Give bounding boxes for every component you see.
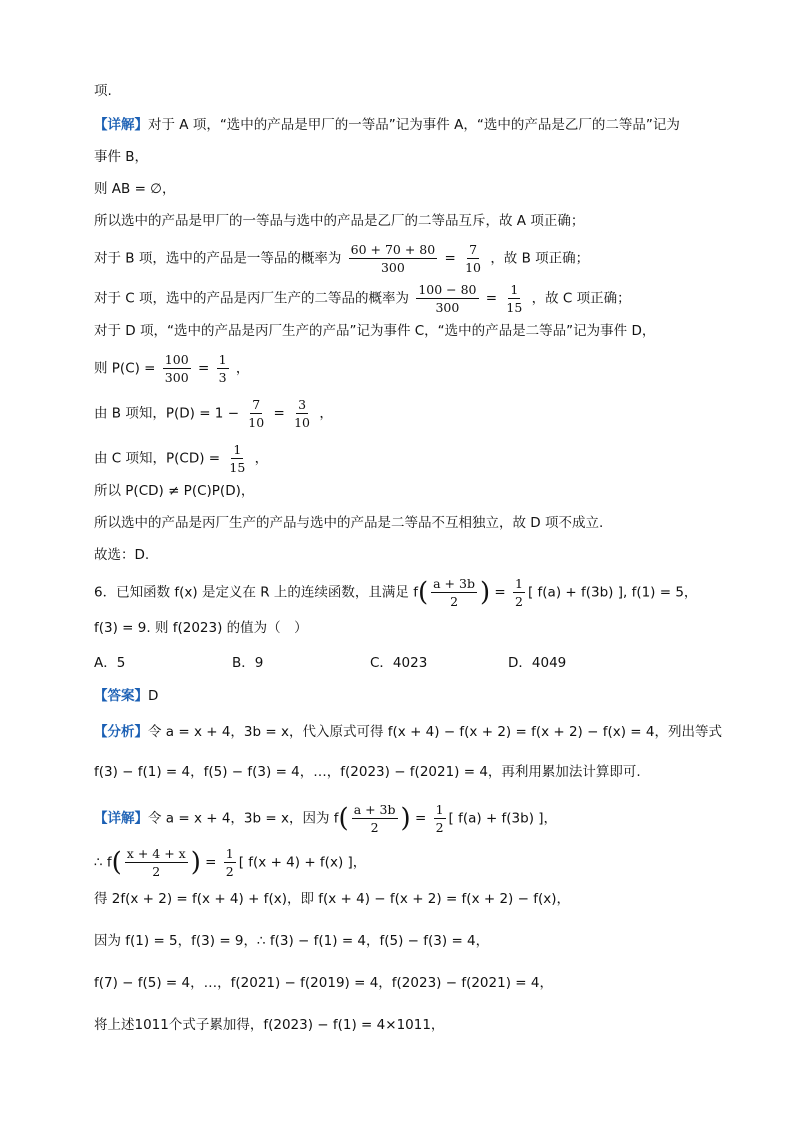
paren-open: ( <box>338 803 349 834</box>
fraction-numerator: 100 − 80 <box>418 282 477 297</box>
analysis-line <box>94 723 722 741</box>
fraction-denominator: 300 <box>380 260 405 275</box>
detail-text: ∴ f <box>94 854 112 871</box>
paren-open: ( <box>111 847 122 878</box>
fraction-denominator: 10 <box>248 415 265 430</box>
detail-line: f(7) − f(5) = 4，…，f(2021) − f(2019) = 4，f(2023) − f(2021) = 4， <box>94 975 553 991</box>
question-text: 6．已知函数 f(x) 是定义在 R 上的连续函数，且满足 f <box>94 584 418 601</box>
paren-close: ) <box>190 847 201 878</box>
formula-text: 对于 B 项，选中的产品是一等品的概率为 <box>94 250 342 267</box>
formula-line <box>94 442 268 475</box>
fraction-numerator: 7 <box>252 397 261 412</box>
formula-text: 由 B 项知，P(D) = 1 − <box>94 405 239 422</box>
fraction <box>227 442 247 475</box>
equals-sign: = <box>273 405 285 422</box>
option-d: D．4049 <box>508 655 567 671</box>
text-line: 事件 B， <box>94 149 149 165</box>
fraction-numerator: 1 <box>510 282 519 297</box>
fraction-denominator: 10 <box>294 415 311 430</box>
equals-sign: = <box>205 854 217 871</box>
paren-open: ( <box>417 577 429 608</box>
fraction-denominator: 2 <box>515 594 523 609</box>
paren-close: ) <box>479 577 491 608</box>
fraction <box>246 397 266 430</box>
fraction-numerator: 3 <box>298 397 307 412</box>
fraction-numerator: 1 <box>435 802 444 817</box>
fraction <box>125 846 188 879</box>
fraction <box>217 352 229 385</box>
formula-text: ，故 C 项正确； <box>531 290 631 307</box>
formula-line <box>94 242 589 275</box>
fraction-numerator: 60 + 70 + 80 <box>350 242 436 257</box>
fraction-denominator: 2 <box>152 864 161 879</box>
equals-sign: = <box>494 584 506 601</box>
text-line: 所以 P(CD) ≠ P(C)P(D)， <box>94 483 255 499</box>
detail-line <box>94 846 366 879</box>
fraction-numerator: 1 <box>218 352 227 367</box>
detail-text: [ f(a) + f(3b) ]， <box>448 810 558 827</box>
fraction <box>463 242 483 275</box>
text-line: 项. <box>94 83 112 99</box>
formula-line <box>94 282 631 315</box>
fraction <box>352 802 398 835</box>
paren-close: ) <box>400 803 411 834</box>
fraction-numerator: 7 <box>469 242 478 257</box>
detail-text: 对于 A 项，“选中的产品是甲厂的一等品”记为事件 A，“选中的产品是乙厂的二等品”记为 <box>148 117 680 133</box>
fraction-numerator: 1 <box>233 442 242 457</box>
equals-sign: = <box>444 250 456 267</box>
fraction <box>513 576 525 609</box>
text-line <box>94 116 680 134</box>
analysis-text: 令 a = x + 4，3b = x，代入原式可得 f(x + 4) − f(x + 2) = f(x + 2) − f(x) = 4，列出等式 <box>148 724 722 740</box>
fraction-denominator: 2 <box>370 820 379 835</box>
formula-text: ， <box>235 360 250 377</box>
fraction <box>349 242 438 275</box>
detail-tag: 【详解】 <box>94 810 148 827</box>
fraction <box>431 576 477 609</box>
formula-text: 由 C 项知，P(CD) = <box>94 450 221 467</box>
fraction-numerator: a + 3b <box>433 576 475 591</box>
fraction-denominator: 2 <box>225 864 234 879</box>
fraction-numerator: 1 <box>515 576 523 591</box>
formula-line <box>94 352 249 385</box>
fraction <box>163 352 191 385</box>
text-line: 所以选中的产品是丙厂生产的产品与选中的产品是二等品不互相独立，故 D 项不成立. <box>94 515 604 531</box>
fraction-numerator: 1 <box>225 846 234 861</box>
fraction-denominator: 15 <box>229 460 246 475</box>
fraction-denominator: 3 <box>218 370 227 385</box>
fraction-numerator: a + 3b <box>353 802 396 817</box>
formula-text: 则 P(C) = <box>94 360 156 377</box>
detail-line: 得 2f(x + 2) = f(x + 4) + f(x)，即 f(x + 4) − f(x + 2) = f(x + 2) − f(x)， <box>94 891 570 907</box>
detail-line <box>94 802 557 835</box>
fraction-denominator: 15 <box>506 300 523 315</box>
detail-line: 将上述1011个式子累加得，f(2023) − f(1) = 4×1011， <box>94 1017 445 1033</box>
fraction-denominator: 10 <box>465 260 482 275</box>
fraction <box>224 846 236 879</box>
fraction-numerator: 100 <box>164 352 189 367</box>
fraction <box>416 282 478 315</box>
fraction-numerator: x + 4 + x <box>126 846 186 861</box>
analysis-line: f(3) − f(1) = 4，f(5) − f(3) = 4，…，f(2023) − f(2021) = 4，再利用累加法计算即可. <box>94 764 641 780</box>
option-c: C．4023 <box>370 655 428 671</box>
fraction-denominator: 300 <box>164 370 189 385</box>
question-line: f(3) = 9. 则 f(2023) 的值为（ ） <box>94 620 308 636</box>
answer-tag: 【答案】 <box>94 688 148 704</box>
detail-tag: 【详解】 <box>94 117 148 133</box>
formula-line <box>94 397 333 430</box>
equals-sign: = <box>485 290 498 307</box>
formula-text: ， <box>254 450 269 467</box>
text-line: 对于 D 项，“选中的产品是丙厂生产的产品”记为事件 C，“选中的产品是二等品”记为事件 D， <box>94 323 656 339</box>
option-b: B．9 <box>232 655 264 671</box>
answer-line <box>94 687 158 705</box>
text-line: 所以选中的产品是甲厂的一等品与选中的产品是乙厂的二等品互斥，故 A 项正确； <box>94 213 585 229</box>
fraction-denominator: 300 <box>435 300 460 315</box>
fraction <box>292 397 312 430</box>
text-line: 则 AB = ∅， <box>94 181 176 197</box>
fraction-denominator: 2 <box>450 594 459 609</box>
fraction-denominator: 2 <box>435 820 444 835</box>
equals-sign: = <box>197 360 210 377</box>
detail-line: 因为 f(1) = 5，f(3) = 9，∴ f(3) − f(1) = 4，f(5) − f(3) = 4， <box>94 933 490 949</box>
question-text: [ f(a) + f(3b) ], f(1) = 5， <box>527 584 698 601</box>
formula-text: ，故 B 项正确； <box>490 250 590 267</box>
analysis-tag: 【分析】 <box>94 724 148 740</box>
answer-text: D <box>148 688 159 704</box>
question-line <box>94 576 697 609</box>
text-line: 故选：D. <box>94 547 150 563</box>
fraction <box>434 802 446 835</box>
option-a: A．5 <box>94 655 126 671</box>
formula-text: ， <box>319 405 333 422</box>
options-row <box>94 654 714 672</box>
formula-text: 对于 C 项，选中的产品是丙厂生产的二等品的概率为 <box>94 290 410 307</box>
equals-sign: = <box>414 810 427 827</box>
detail-text: 令 a = x + 4，3b = x，因为 f <box>148 810 339 827</box>
fraction <box>504 282 524 315</box>
detail-text: [ f(x + 4) + f(x) ]， <box>238 854 367 871</box>
